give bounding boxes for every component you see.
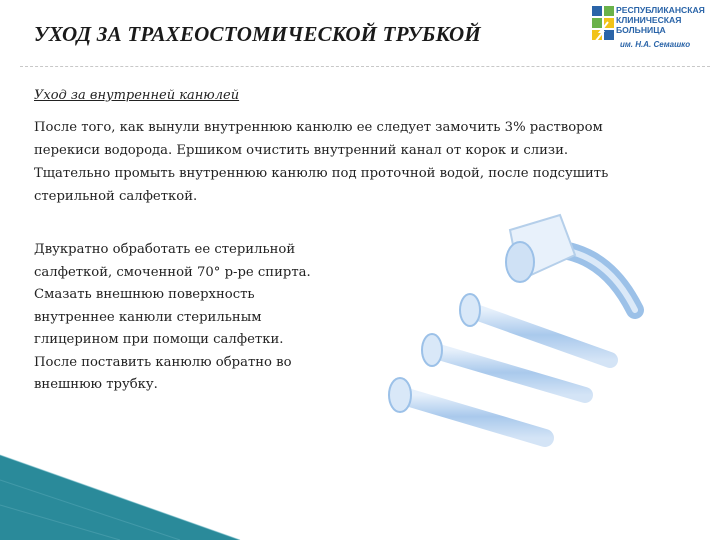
paragraph1-line: После того, как вынули внутреннюю канюлю ее следует замочить 3% раствором <box>34 120 603 135</box>
paragraph2-line: внутреннее канюли стерильным <box>34 309 262 325</box>
paragraph-inner-cannula-cleaning <box>34 116 694 208</box>
paragraph1-line: стерильной салфеткой. <box>34 189 198 204</box>
paragraph2-line: глицерином при помощи салфетки. <box>34 332 284 347</box>
curved-tube-icon <box>506 215 635 310</box>
inner-cannula-icon <box>460 294 610 360</box>
logo-name <box>616 5 720 35</box>
paragraph2-line: После поставить канюлю обратно во <box>34 354 292 370</box>
logo-subline: им. Н.А. Семашко <box>620 40 691 49</box>
paragraph1-line: перекиси водорода. Ершиком очистить внутренний канал от корок и слизи. <box>34 143 569 158</box>
page-title: УХОД ЗА ТРАХЕОСТОМИЧЕСКОЙ ТРУБКОЙ <box>34 22 481 46</box>
paragraph1-line: Тщательно промыть внутреннюю канюлю под проточной водой, после подсушить <box>34 166 609 181</box>
header-divider <box>20 66 710 67</box>
paragraph2-line: внешнюю трубку. <box>34 377 158 392</box>
tracheostomy-cannulas-image <box>370 210 670 460</box>
inner-cannula-icon <box>389 378 545 438</box>
paragraph-disinfection <box>34 239 364 397</box>
paragraph2-line: Смазать внешнюю поверхность <box>34 287 255 302</box>
logo-emblem-icon <box>590 2 618 52</box>
paragraph2-line: Двукратно обработать ее стерильной <box>34 242 296 257</box>
logo-line-1: РЕСПУБЛИКАНСКАЯ <box>616 5 705 15</box>
hospital-logo <box>590 2 718 52</box>
logo-line-2: КЛИНИЧЕСКАЯ <box>616 15 682 25</box>
corner-decoration <box>0 440 260 540</box>
paragraph2-line: салфеткой, смоченной 70° р-ре спирта. <box>34 264 311 280</box>
logo-line-3: БОЛЬНИЦА <box>616 25 666 35</box>
section-subtitle: Уход за внутренней канюлей <box>34 88 240 103</box>
